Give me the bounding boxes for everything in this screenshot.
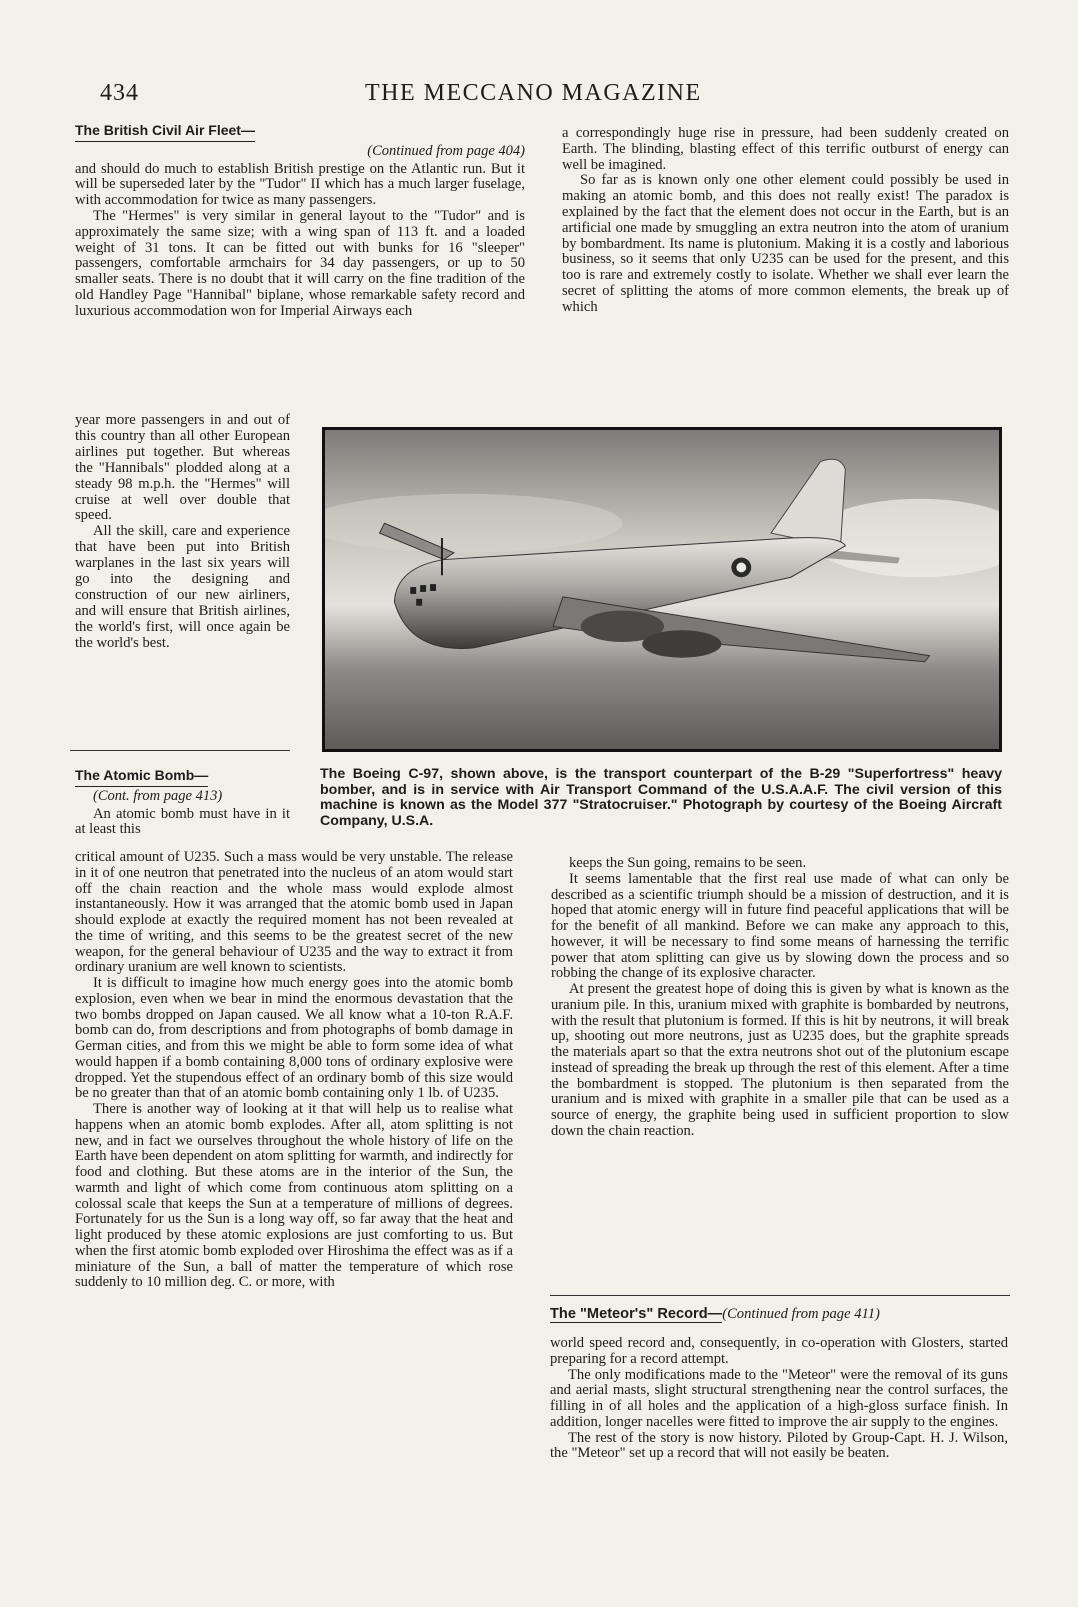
atomic-bomb-paragraph: At present the greatest hope of doing this is given by what is known as the uranium pile. In this, uranium mixed with graphite is bombarded by neutrons, with the result that plutonium is formed. If this is hit by neutrons, it will break up, shooting out more neutrons, just as U235 does, but the graphite spreads the materials apart so that the extra neutrons shot out of the plutonium escape instead of spreading the break up through the rest of this element. After a time the bombardment is stopped. The plutonium is then separated from the uranium and is mixed with graphite in a smaller pile that can be used as a source of energy, the graphite being used in sufficient proportion to slow down the chain reaction. bbox=[551, 981, 1009, 1139]
meteor-paragraph: The rest of the story is now history. Piloted by Group-Capt. H. J. Wilson, the "Meteor" set up a record that will not easily be beaten. bbox=[550, 1429, 1008, 1462]
atomic-bomb-heading: The Atomic Bomb— bbox=[75, 768, 208, 787]
civil-air-fleet-paragraph: All the skill, care and experience that have been put into British warplanes in the last six years will go into the designing and construction of our new airliners, and will ensure that British airlines, the world's first, will once again be the world's best. bbox=[75, 523, 290, 651]
atomic-bomb-paragraph: So far as is known only one other element could possibly be used in making an atomic bomb, and this does not really exist! The paradox is explained by the fact that the element does not occur in the Earth, but is an artificial one made by smuggling an extra neutron into the atom of uranium by bombardment. Its name is plutonium. Making it is a costly and laborious business, so it seems that only U235 can be used for the present, and this too is rare and extremely costly to isolate. Whether we shall ever learn the secret of splitting the atoms of more common elements, the break up of which bbox=[562, 172, 1009, 315]
civil-air-fleet-paragraph: The "Hermes" is very similar in general layout to the "Tudor" and is approximately the same size; with a wing span of 113 ft. and a loaded weight of 31 tons. It can be fitted out with bunks for 16 "sleeper" passengers, comfortable armchairs for 34 day passengers, or up to 50 smaller seats. There is no doubt that it will carry on the fine tradition of the old Handley Page "Hannibal" biplane, whose remarkable safety record and luxurious accommodation won for Imperial Airways each bbox=[75, 207, 525, 319]
civil-air-fleet-heading: The British Civil Air Fleet— bbox=[75, 123, 255, 142]
atomic-bomb-continued: (Cont. from page 413) bbox=[93, 787, 223, 804]
page-number: 434 bbox=[100, 80, 139, 106]
atomic-bomb-article bbox=[75, 768, 290, 838]
atomic-bomb-paragraph: It is difficult to imagine how much energy goes into the atomic bomb explosion, even when we bear in mind the enormous devastation that the two bombs dropped on Japan caused. We all know what a 10-ton R.A.F. bomb can do, from descriptions and from photographs of bomb damage in German cities, and from this we might be able to form some idea of what would happen if a bomb containing 8,000 tons of ordinary explosive were dropped. Yet the stupendous effect of an ordinary bomb of this size would be no greater than that of an atomic bomb containing only 1 lb. of U235. bbox=[75, 975, 513, 1102]
atomic-bomb-right-top bbox=[562, 126, 1009, 316]
atomic-bomb-paragraph: keeps the Sun going, remains to be seen. bbox=[569, 855, 807, 871]
meteor-heading-line bbox=[550, 1306, 880, 1323]
section-divider bbox=[70, 750, 290, 751]
civil-air-fleet-paragraph: and should do much to establish British prestige on the Atlantic run. But it will be superseded later by the "Tudor" II which has a much larger fuselage, with accommodation for twice as many passengers. bbox=[75, 160, 525, 209]
atomic-bomb-right-column bbox=[551, 856, 1009, 1140]
meteor-paragraph: The only modifications made to the "Meteor" were the removal of its guns and aerial masts, slight structural strengthening near the control surfaces, the filling in of all holes and the application of a high-gloss surface finish. In addition, longer nacelles were fitted to improve the air supply to the engines. bbox=[550, 1366, 1008, 1430]
atomic-bomb-paragraph: critical amount of U235. Such a mass would be very unstable. The release in it of one neutron that penetrated into the nucleus of an atom would start off the chain reaction and the whole mass would explode almost instantaneously. How it was arranged that the atomic bomb used in Japan should explode at exactly the required moment has not been revealed at the time of writing, and this seems to be the greatest secret of the new weapon, for the general behaviour of U235 and the way to extract it from ordinary uranium are well known to scientists. bbox=[75, 849, 513, 976]
atomic-bomb-intro: An atomic bomb must have in it at least this bbox=[75, 805, 290, 838]
meteor-heading: The "Meteor's" Record— bbox=[550, 1306, 723, 1322]
section-divider bbox=[550, 1295, 1010, 1296]
atomic-bomb-paragraph: a correspondingly huge rise in pressure, had been suddenly created on Earth. The blinding, blasting effect of this terrific outburst of energy can well be imagined. bbox=[562, 125, 1009, 173]
photo-caption: The Boeing C-97, shown above, is the transport counterpart of the B-29 "Superfortress" heavy bomber, and is in service with Air Transport Command of the U.S.A.A.F. The civil version of this machine is known as the Model 377 "Stratocruiser." Photograph by courtesy of the Boeing Aircraft Company, U.S.A. bbox=[320, 766, 1002, 829]
meteor-paragraph: world speed record and, consequently, in co-operation with Glosters, started preparing for a record attempt. bbox=[550, 1335, 1008, 1367]
civil-air-fleet-narrow bbox=[75, 413, 290, 652]
civil-air-fleet-paragraph: year more passengers in and out of this country than all other European airlines put together. But whereas the "Hannibals" plodded along at a steady 98 m.p.h. the "Hermes" will cruise at well over double that speed. bbox=[75, 412, 290, 524]
civil-air-fleet-continued: (Continued from page 404) bbox=[367, 142, 525, 159]
meteor-article bbox=[550, 1336, 1008, 1462]
atomic-bomb-paragraph: It seems lamentable that the first real use made of what can only be described as a scientific triumph should be a mission of destruction, and it is hoped that atomic energy will in future find peaceful applications that will be for the benefit of all mankind. Before we can make any approach to this, however, it will be necessary to find some means of harnessing the terrific power that atom splitting can give us by slowing down the process and so robbing the change of its explosive character. bbox=[551, 870, 1009, 982]
civil-air-fleet-article bbox=[75, 123, 525, 320]
atomic-bomb-left-column bbox=[75, 850, 513, 1291]
masthead: THE MECCANO MAGAZINE bbox=[365, 80, 702, 106]
meteor-continued: (Continued from page 411) bbox=[722, 1306, 880, 1322]
boeing-c97-illustration bbox=[325, 430, 999, 749]
atomic-bomb-paragraph: There is another way of looking at it that will help us to realise what happens when an atomic bomb explodes. After all, atom splitting is not new, and in fact we ourselves throughout the whole history of life on the Earth have been dependent on atom splitting for warmth, and indirectly for food and clothing. But these atoms are in the interior of the Sun, the warmth and light of which come from continuous atom splitting on a colossal scale that keeps the Sun at a temperature of millions of degrees. Fortunately for us the Sun is a long way off, so far away that the heat and light produced by these atomic explosions are just comforting to us. But when the first atomic bomb exploded over Hiroshima the effect was as if a miniature of the Sun, a ball of matter the temperature of which rose suddenly to 10 million deg. C. or more, with bbox=[75, 1101, 513, 1291]
aircraft-photo bbox=[322, 427, 1002, 752]
